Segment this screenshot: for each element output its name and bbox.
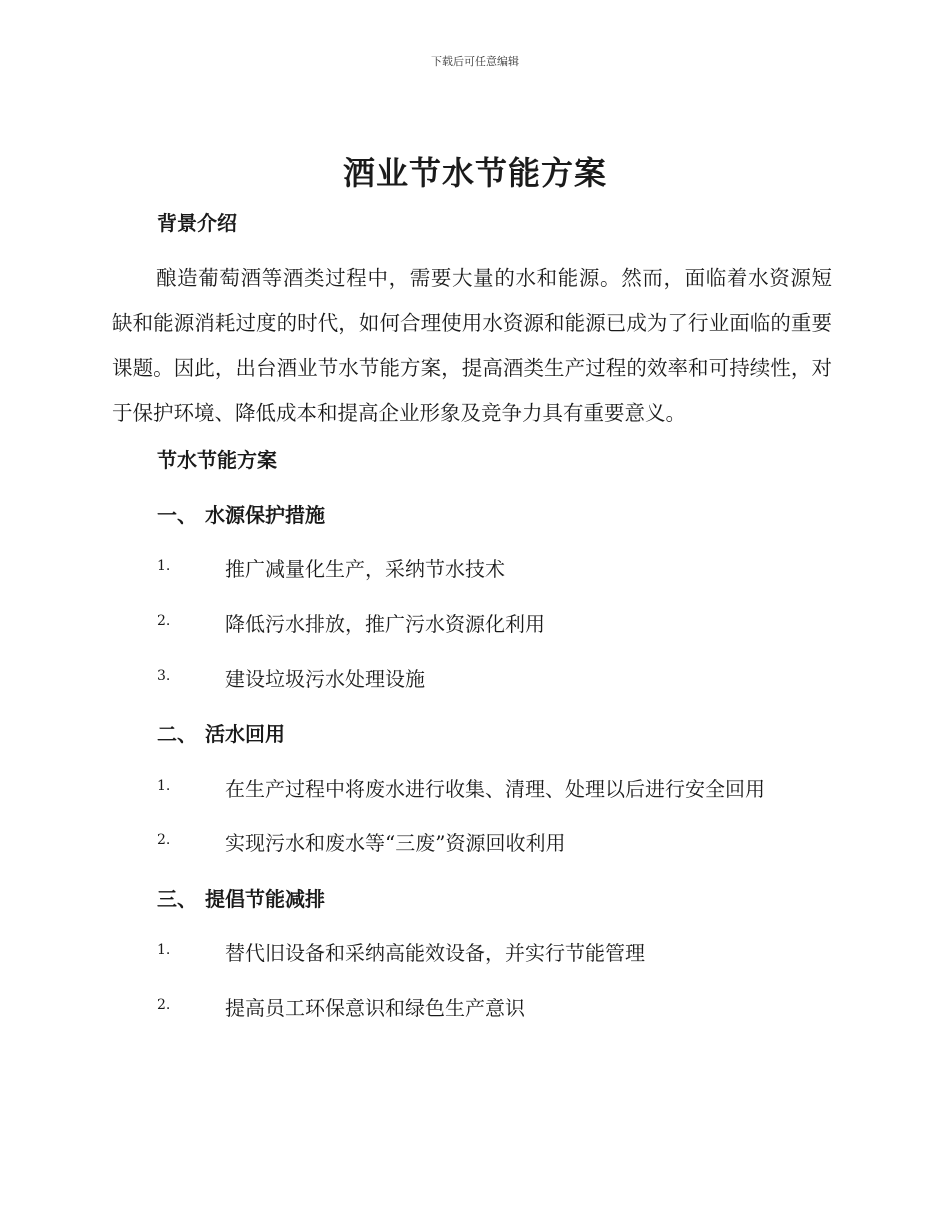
page-title: 酒业节水节能方案 <box>342 154 607 192</box>
list-item-number: 2. <box>157 997 171 1013</box>
list-item-number: 1. <box>157 558 171 574</box>
list-item-text: 实现污水和废水等“三废”资源回收利用 <box>225 831 566 855</box>
list-item-text: 替代旧设备和采纳高能效设备，并实行节能管理 <box>225 941 645 965</box>
section-title: 活水回用 <box>205 722 285 746</box>
list-item-text: 降低污水排放，推广污水资源化利用 <box>225 612 545 636</box>
list-item-text: 在生产过程中将废水进行收集、清理、处理以后进行安全回用 <box>225 777 765 801</box>
plan-heading: 节水节能方案 <box>157 448 277 472</box>
list-item-text: 推广减量化生产，采纳节水技术 <box>225 557 505 581</box>
section-title: 提倡节能减排 <box>205 887 325 911</box>
list-item-number: 3. <box>157 668 171 684</box>
list-item-number: 1. <box>157 942 171 958</box>
list-item-number: 2. <box>157 832 171 848</box>
section-title: 水源保护措施 <box>205 503 325 527</box>
list-item-number: 2. <box>157 613 171 629</box>
list-item-text: 建设垃圾污水处理设施 <box>225 667 425 691</box>
section-number: 一、 <box>157 503 197 527</box>
list-item-text: 提高员工环保意识和绿色生产意识 <box>225 996 525 1020</box>
background-paragraph: 酿造葡萄酒等酒类过程中，需要大量的水和能源。然而，面临着水资源短缺和能源消耗过度的时代，如何合理使用水资源和能源已成为了行业面临的重要课题。因此，出台酒业节水节能方案，提高酒类生产过程的效率和可持续性，对于保护环境、降低成本和提高企业形象及竞争力具有重要意义。 <box>112 266 832 425</box>
list-item-number: 1. <box>157 778 171 794</box>
background-heading: 背景介绍 <box>157 211 237 235</box>
section-number: 二、 <box>157 722 197 746</box>
section-number: 三、 <box>157 887 197 911</box>
header-note: 下载后可任意编辑 <box>431 55 519 68</box>
